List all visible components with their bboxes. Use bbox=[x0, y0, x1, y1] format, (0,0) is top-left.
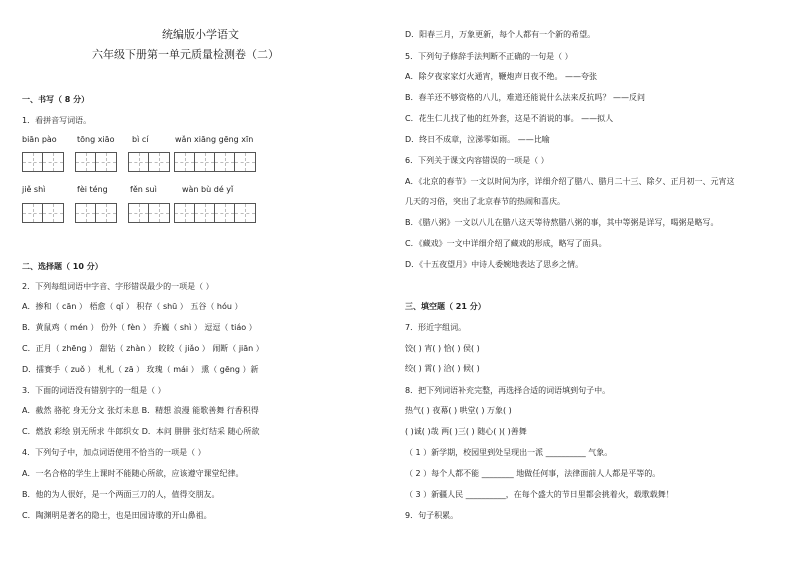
q8-sentence-1: （ 1 ）新学期，校园里到处呈现出一派 __________ 气象。 bbox=[405, 448, 613, 457]
q5-option-c: C．花生仁儿找了他的红外套，这是不消说的事。 ——拟人 bbox=[405, 114, 614, 123]
writing-boxes-5[interactable] bbox=[22, 203, 64, 223]
header-title-line1: 统编版小学语文 bbox=[162, 28, 239, 41]
header-title-line2: 六年级下册第一单元质量检测卷（二） bbox=[92, 48, 279, 61]
q8-sentence-3: （ 3 ）新疆人民 __________，在每个盛大的节日里都会挑着火，载歌载舞！ bbox=[405, 490, 674, 499]
pinyin-5: jiě shì bbox=[22, 185, 46, 194]
question-8: 8．把下列词语补充完整，再选择合适的词语填到句子中。 bbox=[405, 386, 611, 395]
writing-boxes-1[interactable] bbox=[22, 152, 64, 172]
right-column bbox=[405, 0, 775, 561]
pinyin-3: bì cí bbox=[132, 135, 149, 144]
question-3: 3．下面的词语没有错别字的一组是（ ） bbox=[22, 386, 166, 395]
q2-option-d: D．擂赛手（ zuǒ ） 札札（ zā ） 玫瑰（ mái ） 熏（ gēng ）新 bbox=[22, 365, 259, 374]
q6-option-a-line2: 几天的习俗，突出了北京春节的热闹和喜庆。 bbox=[405, 197, 565, 206]
q8-row-2: ( )诚( )哉 两( )三( ) 随心( )( )善舞 bbox=[405, 427, 527, 436]
q5-option-b: B．春羊还不够资格的八儿，难道还能说什么法来反抗吗？ ——反问 bbox=[405, 93, 646, 102]
q5-option-a: A．除夕夜家家灯火通宵，鞭炮声日夜不绝。 ——夸张 bbox=[405, 72, 598, 81]
writing-boxes-3[interactable] bbox=[128, 152, 170, 172]
q2-option-c: C．正月（ zhēng ） 甜钻（ zhàn ） 皎皎（ jiǎo ） 闹断（ jiān ） bbox=[22, 344, 264, 353]
pinyin-4: wǎn xiāng gēng xīn bbox=[175, 135, 254, 144]
q5-option-d: D．终日不成章，泣涕零如雨。 ——比喻 bbox=[405, 135, 550, 144]
writing-boxes-2[interactable] bbox=[75, 152, 117, 172]
q4-option-d: D．阳春三月，万象更新，每个人都有一个新的希望。 bbox=[405, 30, 596, 39]
left-column bbox=[22, 0, 392, 561]
q3-options-ab: A．截然 骆驼 身无分文 张灯未息 B．精想 浪漫 能歌善舞 行香积得 bbox=[22, 406, 259, 415]
writing-boxes-7[interactable] bbox=[128, 203, 170, 223]
pinyin-2: tōng xiāo bbox=[77, 135, 115, 144]
section3-title: 三、填空题（ 21 分） bbox=[405, 302, 486, 311]
q7-row-1: 饺( ) 宵( ) 恰( ) 侯( ) bbox=[405, 344, 480, 353]
question-2: 2．下列每组词语中字音、字形错误最少的一项是（ ） bbox=[22, 282, 214, 291]
section2-title: 二、选择题（ 10 分） bbox=[22, 262, 103, 271]
q7-row-2: 绞( ) 霄( ) 洽( ) 候( ) bbox=[405, 364, 480, 373]
q4-option-c: C．陶渊明是著名的隐士，也是田园诗歌的开山鼻祖。 bbox=[22, 511, 212, 520]
section1-title: 一、书写（ 8 分） bbox=[22, 95, 90, 104]
question-9: 9．句子积累。 bbox=[405, 511, 459, 520]
writing-boxes-4[interactable] bbox=[174, 152, 256, 172]
q4-option-a: A．一名合格的学生上课时不能随心所欲，应该遵守课堂纪律。 bbox=[22, 469, 244, 478]
question-7: 7．形近字组词。 bbox=[405, 323, 467, 332]
pinyin-7: fěn suì bbox=[130, 185, 157, 194]
pinyin-6: fèi téng bbox=[77, 185, 108, 194]
q6-option-a-line1: A．《北京的春节》一文以时间为序，详细介绍了腊八、腊月二十三、除夕、正月初一、元宵这 bbox=[405, 177, 735, 186]
pinyin-1: biān pào bbox=[22, 135, 57, 144]
q3-options-cd: C．燃放 彩绘 别无所求 牛郎织女 D．本问 肼肼 张灯结采 随心所欲 bbox=[22, 427, 260, 436]
q2-option-a: A．掺和（ cān ） 梧愈（ qǐ ） 积存（ shū ） 五谷（ hóu ） bbox=[22, 302, 243, 311]
q6-option-c: C．《藏戏》一文中详细介绍了藏戏的形成，略写了面具。 bbox=[405, 239, 607, 248]
writing-boxes-6[interactable] bbox=[75, 203, 117, 223]
q8-sentence-2: （ 2 ）每个人都不能 ________ 地做任何事，法律面前人人都是平等的。 bbox=[405, 469, 661, 478]
question-1: 1．看拼音写词语。 bbox=[22, 116, 92, 125]
question-5: 5．下列句子修辞手法判断不正确的一句是（ ） bbox=[405, 52, 573, 61]
question-6: 6．下列关于课文内容错误的一项是（ ） bbox=[405, 156, 549, 165]
q8-row-1: 热气( ) 夜幕( ) 哄堂( ) 万象( ) bbox=[405, 406, 512, 415]
q2-option-b: B．黄鼠鸡（ mén ） 份外（ fèn ） 乔巍（ shì ） 逗逗（ tiáo ） bbox=[22, 323, 257, 332]
question-4: 4．下列句子中，加点词语使用不恰当的一项是（ ） bbox=[22, 448, 206, 457]
pinyin-8: wàn bù dé yǐ bbox=[182, 185, 234, 194]
q4-option-b: B．他的为人很好，是一个两面三刀的人，值得交朋友。 bbox=[22, 490, 220, 499]
writing-boxes-8[interactable] bbox=[174, 203, 256, 223]
q6-option-b: B．《腊八粥》一文以八儿在腊八这天等待熬腊八粥的事，其中等粥是详写，喝粥是略写。 bbox=[405, 218, 719, 227]
q6-option-d: D．《十五夜望月》中诗人委婉地表达了思乡之情。 bbox=[405, 260, 584, 269]
